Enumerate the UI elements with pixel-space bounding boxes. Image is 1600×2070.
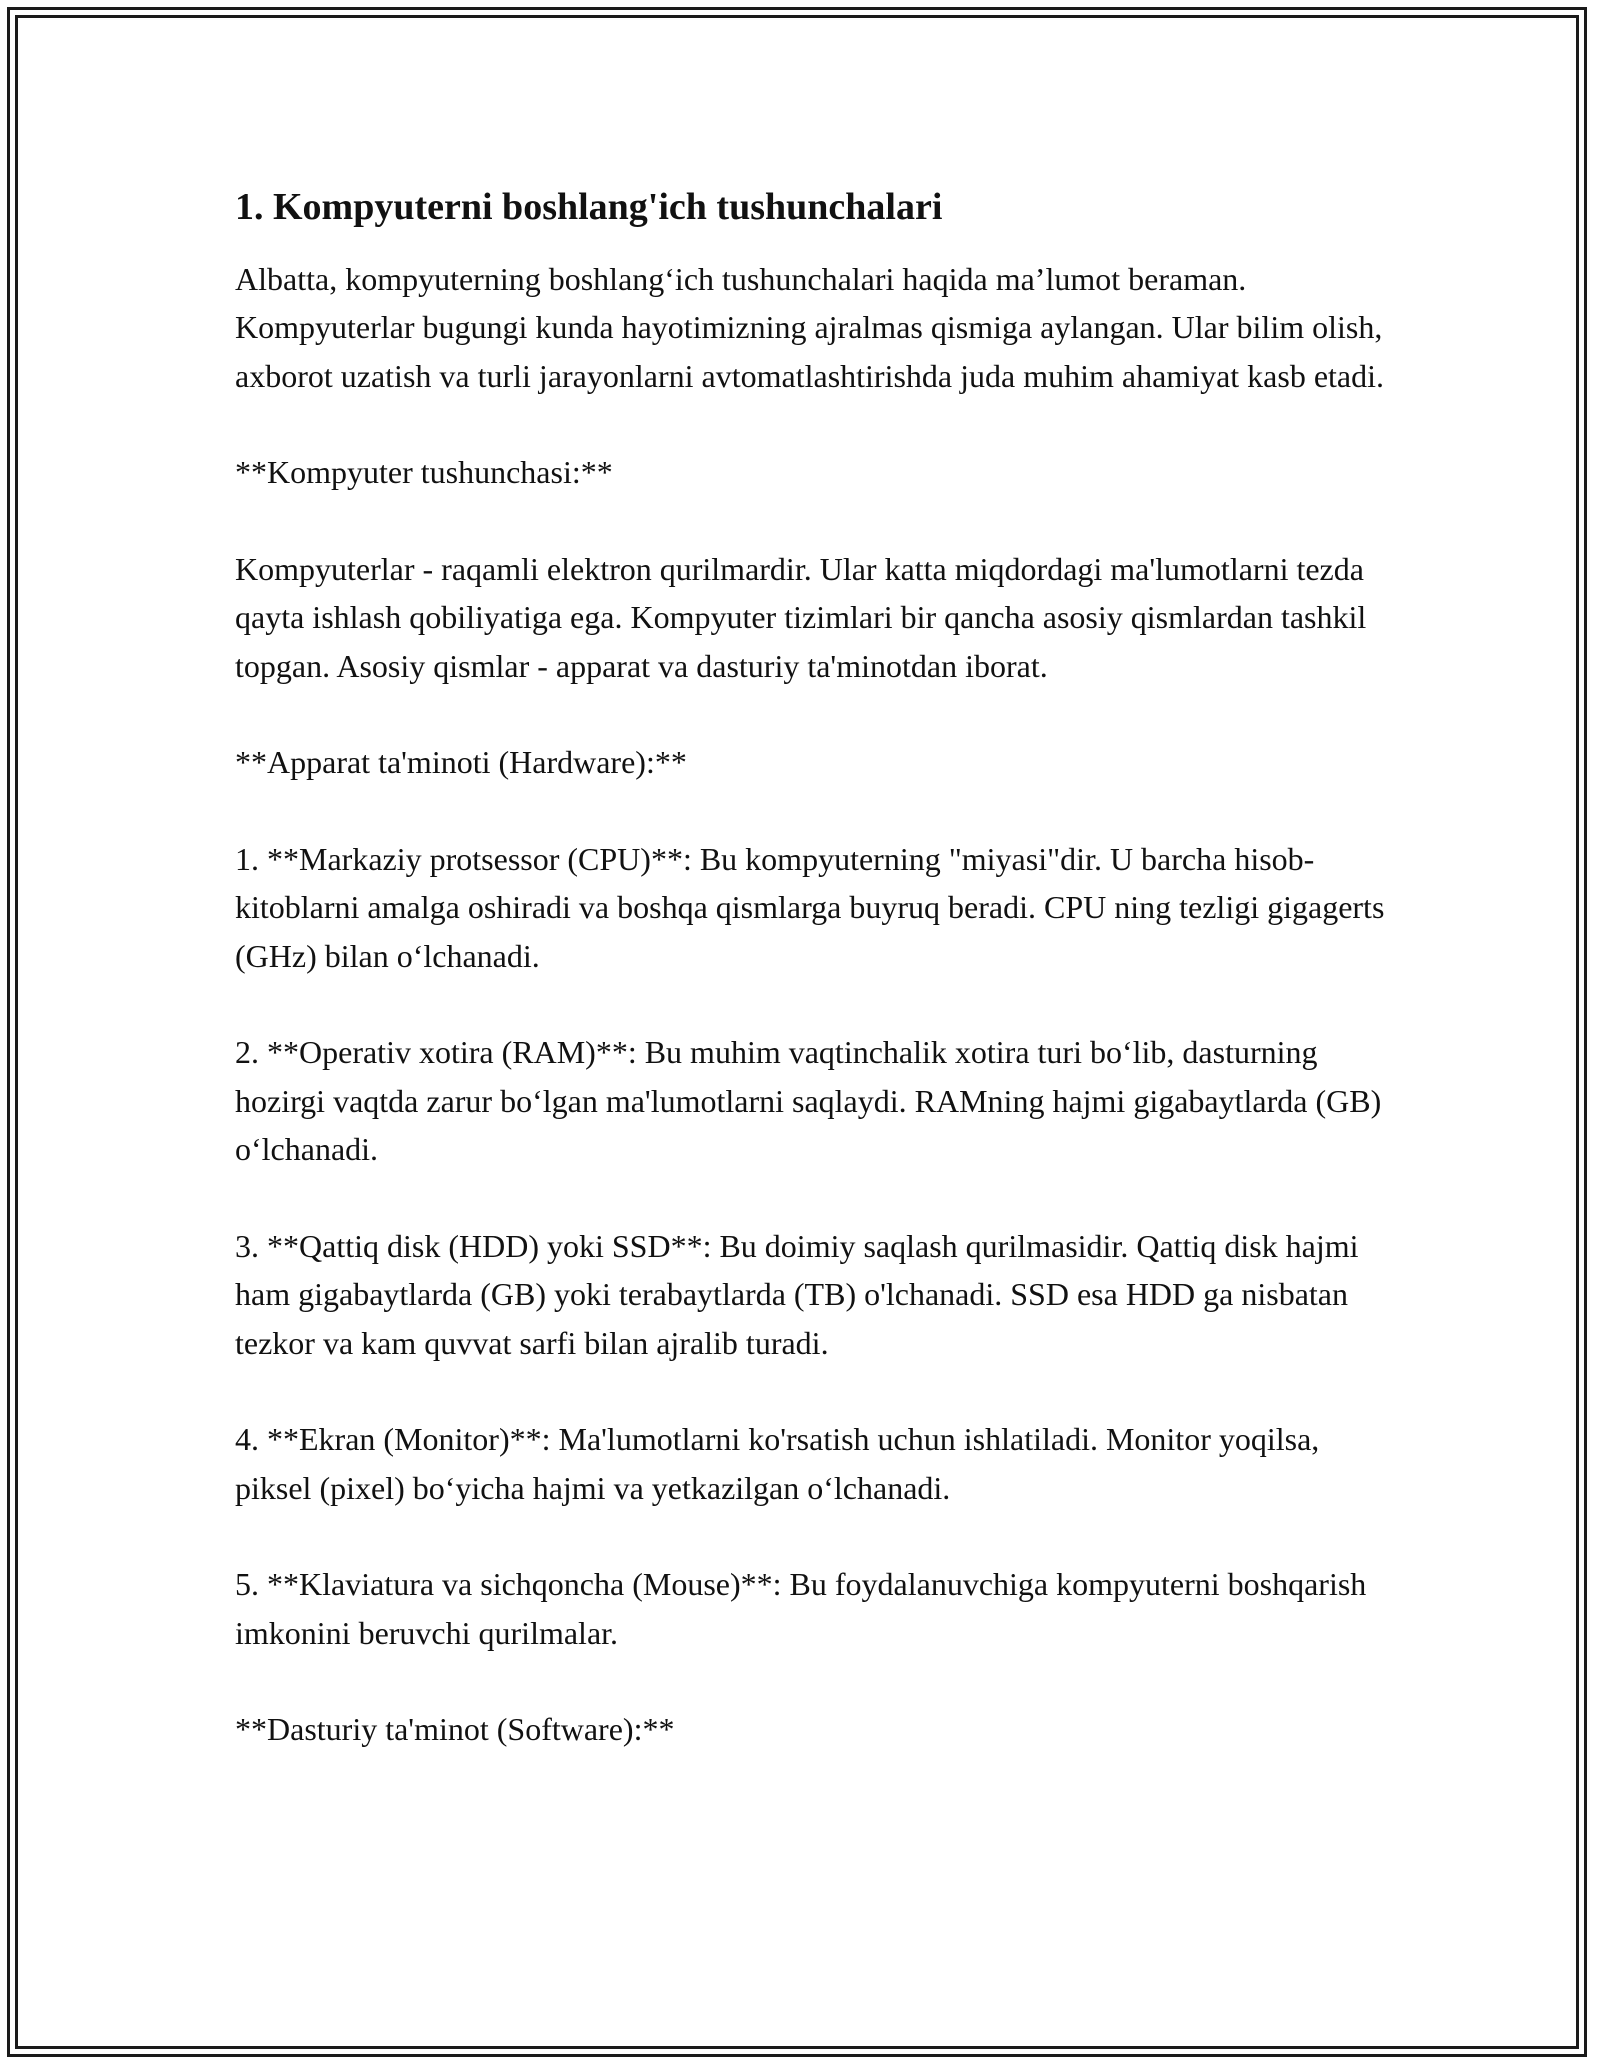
intro-paragraph: Albatta, kompyuterning boshlang‘ich tushunchalari haqida ma’lumot beraman. Kompyuterlar bugungi kunda hayotimizning ajralmas qismiga aylangan. Ular bilim olish, axborot uzatish va turli jarayonlarni avtomatlashtirishda juda muhim ahamiyat kasb etadi. bbox=[235, 260, 1385, 394]
document-body bbox=[235, 185, 1385, 1802]
section-heading-software: **Dasturiy ta'minot (Software):** bbox=[235, 1711, 675, 1748]
list-item-storage: 3. **Qattiq disk (HDD) yoki SSD**: Bu doimiy saqlash qurilmasidir. Qattiq disk hajmi ham gigabaytlarda (GB) yoki terabaytlarda (TB) o'lchanadi. SSD esa HDD ga nisbatan tezkor va kam quvvat sarfi bilan ajralib turadi. bbox=[235, 1227, 1359, 1361]
list-item-monitor: 4. **Ekran (Monitor)**: Ma'lumotlarni ko'rsatish uchun ishlatiladi. Monitor yoqilsa, piksel (pixel) bo‘yicha hajmi va yetkazilgan o‘lchanadi. bbox=[235, 1421, 1320, 1506]
section-heading-hardware: **Apparat ta'minoti (Hardware):** bbox=[235, 744, 687, 781]
computer-definition-paragraph: Kompyuterlar - raqamli elektron qurilmardir. Ular katta miqdordagi ma'lumotlarni tezda qayta ishlash qobiliyatiga ega. Kompyuter tizimlari bir qancha asosiy qismlardan tashkil topgan. Asosiy qismlar - apparat va dasturiy ta'minotdan iborat. bbox=[235, 550, 1367, 684]
list-item-ram: 2. **Operativ xotira (RAM)**: Bu muhim vaqtinchalik xotira turi bo‘lib, dasturning hozirgi vaqtda zarur bo‘lgan ma'lumotlarni saqlaydi. RAMning hajmi gigabaytlarda (GB) o‘lchanadi. bbox=[235, 1034, 1382, 1168]
list-item-cpu: 1. **Markaziy protsessor (CPU)**: Bu kompyuterning "miyasi"dir. U barcha hisob-kitoblarni amalga oshiradi va boshqa qismlarga buyruq beradi. CPU ning tezligi gigagerts (GHz) bilan o‘lchanadi. bbox=[235, 840, 1385, 974]
document-title: 1. Kompyuterni boshlang'ich tushunchalari bbox=[235, 186, 943, 228]
list-item-keyboard-mouse: 5. **Klaviatura va sichqoncha (Mouse)**: Bu foydalanuvchiga kompyuterni boshqarish imkonini beruvchi qurilmalar. bbox=[235, 1566, 1367, 1651]
section-heading-computer-concept: **Kompyuter tushunchasi:** bbox=[235, 454, 613, 491]
